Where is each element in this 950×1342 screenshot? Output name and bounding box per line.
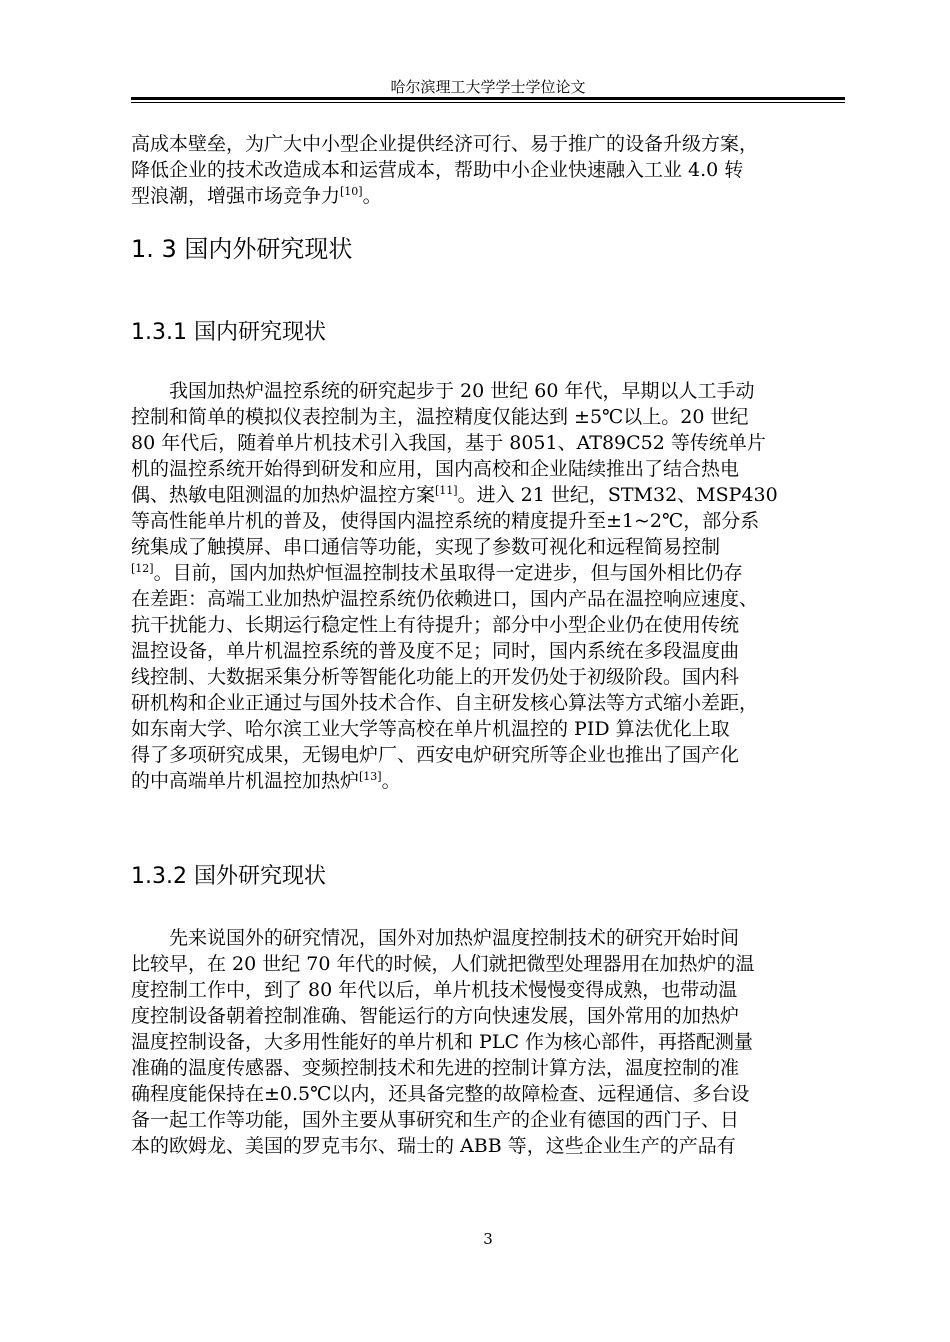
- text-fragment: 。进入 21 世纪，STM32、MSP430: [457, 484, 778, 506]
- text-line: 如东南大学、哈尔滨工业大学等高校在单片机温控的 PID 算法优化上取: [131, 718, 730, 740]
- text-line: 研机构和企业正通过与国外技术合作、自主研发核心算法等方式缩小差距，: [131, 692, 759, 714]
- text-line: 确程度能保持在±0.5℃以内，还具备完整的故障检查、远程通信、多台设: [131, 1083, 750, 1105]
- text-line: 我国加热炉温控系统的研究起步于 20 世纪 60 年代，早期以人工手动: [169, 380, 755, 402]
- section-title: 1. 3 国内外研究现状: [131, 235, 353, 263]
- foreign-paragraph: [131, 925, 845, 1159]
- text-line: 80 年代后，随着单片机技术引入我国，基于 8051、AT89C52 等传统单片: [131, 432, 766, 454]
- text-line: 统集成了触摸屏、串口通信等功能，实现了参数可视化和远程简易控制: [131, 536, 721, 558]
- text-line: 度控制设备朝着控制准确、智能运行的方向快速发展，国外常用的加热炉: [131, 1005, 740, 1027]
- citation-12: [12]: [131, 562, 154, 575]
- text-line: 在差距：高端工业加热炉温控系统仍依赖进口，国内产品在温控响应速度、: [131, 588, 759, 610]
- citation-10: [10]: [340, 185, 363, 198]
- text-line: [131, 482, 845, 508]
- text-line: 度控制工作中，到了 80 年代以后，单片机技术慢慢变得成熟，也带动温: [131, 979, 738, 1001]
- text-fragment: 偶、热敏电阻测温的加热炉温控方案: [131, 484, 436, 506]
- citation-13: [13]: [359, 770, 382, 783]
- text-line: 降低企业的技术改造成本和运营成本，帮助中小企业快速融入工业 4.0 转: [131, 159, 744, 181]
- text-line: 比较早，在 20 世纪 70 年代的时候，人们就把微型处理器用在加热炉的温: [131, 953, 755, 975]
- domestic-paragraph: [131, 378, 845, 794]
- text-line: 机的温控系统开始得到研发和应用，国内高校和企业陆续推出了结合热电: [131, 458, 740, 480]
- text-fragment: 。: [362, 185, 382, 207]
- text-line: 控制和简单的模拟仪表控制为主，温控精度仅能达到 ±5℃以上。20 世纪: [131, 406, 749, 428]
- intro-paragraph: [131, 131, 845, 209]
- citation-11: [11]: [435, 484, 458, 497]
- text-line: 温控设备，单片机温控系统的普及度不足；同时，国内系统在多段温度曲: [131, 640, 740, 662]
- text-line: 本的欧姆龙、美国的罗克韦尔、瑞士的 ABB 等，这些企业生产的产品有: [131, 1135, 736, 1157]
- header-rule-thin: [131, 102, 845, 103]
- text-line: 高成本壁垒，为广大中小型企业提供经济可行、易于推广的设备升级方案，: [131, 133, 759, 155]
- text-line: 得了多项研究成果，无锡电炉厂、西安电炉研究所等企业也推出了国产化: [131, 744, 740, 766]
- text-line: 温度控制设备，大多用性能好的单片机和 PLC 作为核心部件，再搭配测量: [131, 1031, 754, 1053]
- text-line: [131, 768, 845, 794]
- text-line: 等高性能单片机的普及，使得国内温控系统的精度提升至±1~2℃，部分系: [131, 510, 760, 532]
- subsection-title-domestic: 1.3.1 国内研究现状: [131, 320, 326, 345]
- text-fragment: 。目前，国内加热炉恒温控制技术虽取得一定进步，但与国外相比仍存: [153, 562, 743, 584]
- text-line: 先来说国外的研究情况，国外对加热炉温度控制技术的研究开始时间: [169, 927, 740, 949]
- running-header: 哈尔滨理工大学学士学位论文: [390, 78, 586, 96]
- subsection-title-foreign: 1.3.2 国外研究现状: [131, 864, 326, 889]
- text-fragment: 。: [381, 770, 401, 792]
- text-line: [131, 183, 845, 209]
- text-fragment: 型浪潮，增强市场竞争力: [131, 185, 341, 207]
- text-line: [131, 560, 845, 586]
- text-fragment: 的中高端单片机温控加热炉: [131, 770, 360, 792]
- text-line: 准确的温度传感器、变频控制技术和先进的控制计算方法，温度控制的准: [131, 1057, 740, 1079]
- text-line: 线控制、大数据采集分析等智能化功能上的开发仍处于初级阶段。国内科: [131, 666, 740, 688]
- header-rule-thick: [131, 97, 845, 100]
- text-line: 抗干扰能力、长期运行稳定性上有待提升；部分中小型企业仍在使用传统: [131, 614, 740, 636]
- page-number: 3: [483, 1230, 493, 1248]
- text-line: 备一起工作等功能，国外主要从事研究和生产的企业有德国的西门子、日: [131, 1109, 740, 1131]
